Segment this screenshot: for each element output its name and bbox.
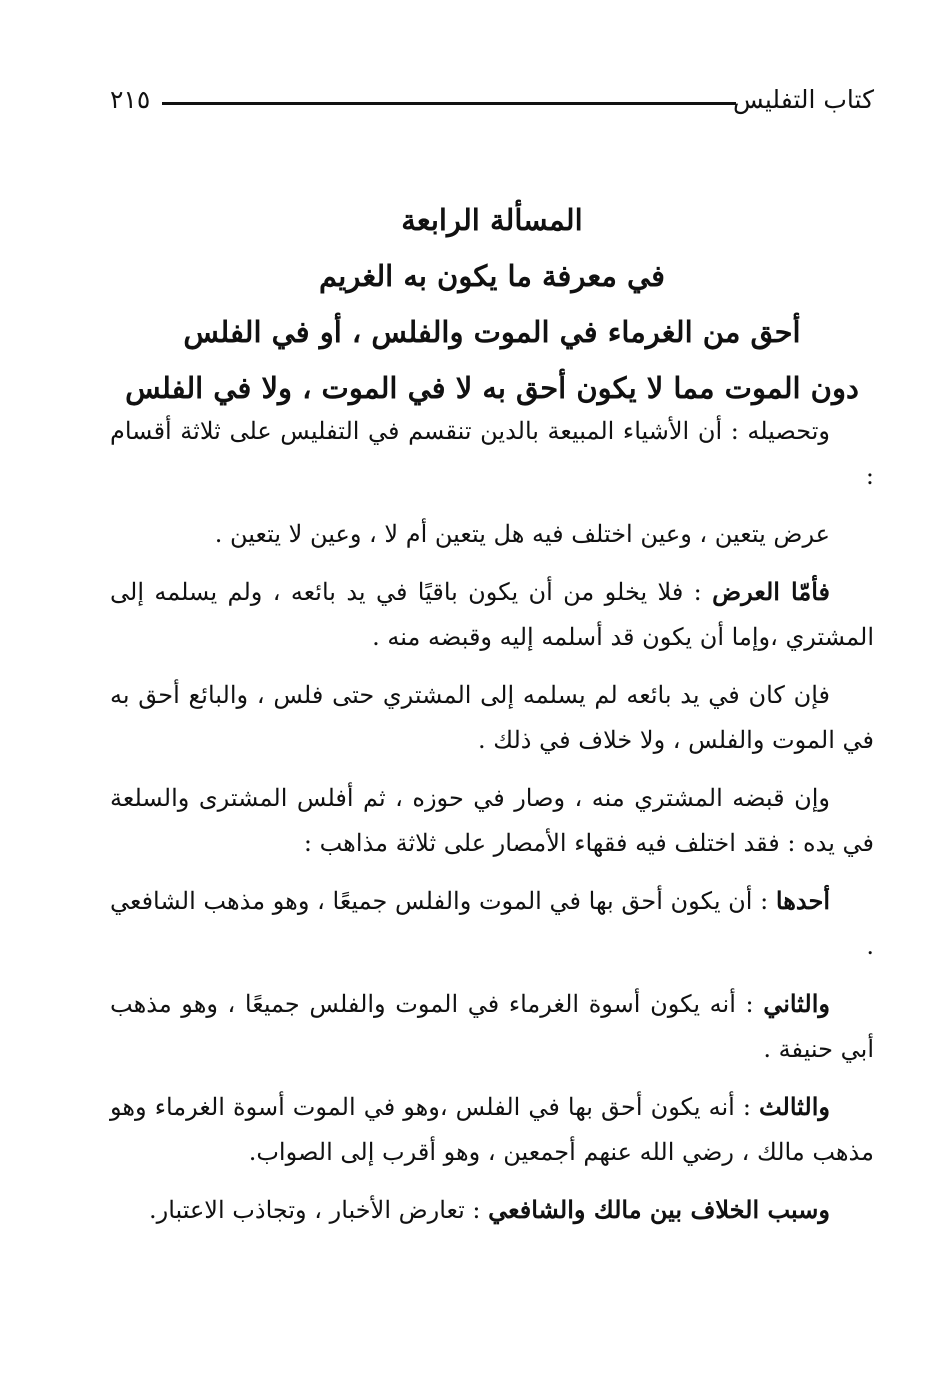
paragraph-text: : أنه يكون أحق بها في الفلس ،وهو في الموت أسوة الغرماء وهو مذهب مالك ، رضي الله عنهم أجمعين ، وهو أقرب إلى الصواب.	[110, 1093, 874, 1166]
page-number: ٢١٥	[110, 85, 151, 114]
paragraph-text: : فلا يخلو من أن يكون باقيًا في يد بائعه ، ولم يسلمه إلى المشتري ،وإما أن يكون قد أسلمه إليه وقبضه منه .	[110, 578, 874, 651]
paragraph-lead: والثالث	[758, 1092, 830, 1121]
section-subtitle-line-2: أحق من الغرماء في الموت والفلس ، أو في الفلس	[183, 315, 801, 349]
paragraph-disagreement-cause	[110, 1187, 874, 1233]
paragraph-opinion-3	[110, 1084, 874, 1175]
paragraph-text: فإن كان في يد بائعه لم يسلمه إلى المشتري حتى فلس ، والبائع أحق به في الموت والفلس ، ولا خلاف في ذلك .	[110, 681, 874, 754]
page-header	[110, 82, 874, 118]
body-text	[110, 408, 874, 1245]
paragraph-categories	[110, 511, 874, 557]
paragraph-text: وإن قبضه المشتري منه ، وصار في حوزه ، ثم أفلس المشترى والسلعة في يده : فقد اختلف فيه فقهاء الأمصار على ثلاثة مذاهب :	[110, 784, 874, 857]
paragraph-received	[110, 775, 874, 866]
section-subtitle-line-3: دون الموت مما لا يكون أحق به لا في الموت ، ولا في الفلس	[125, 371, 859, 405]
paragraph-unsold	[110, 672, 874, 763]
paragraph-text: عرض يتعين ، وعين اختلف فيه هل يتعين أم لا ، وعين لا يتعين .	[214, 520, 830, 548]
paragraph-opinion-2	[110, 981, 874, 1072]
section-headings	[110, 192, 874, 416]
paragraph-lead: والثاني	[763, 989, 830, 1018]
paragraph-intro	[110, 408, 874, 499]
running-title: كتاب التفليس	[733, 85, 874, 114]
section-subtitle-line-1: في معرفة ما يكون به الغريم	[318, 259, 666, 293]
paragraph-text: : أنه يكون أسوة الغرماء في الموت والفلس جميعًا ، وهو مذهب أبي حنيفة .	[110, 990, 874, 1063]
paragraph-lead: أحدها	[775, 886, 830, 915]
paragraph-text: : تعارض الأخبار ، وتجاذب الاعتبار.	[148, 1196, 489, 1224]
paragraph-goods	[110, 569, 874, 660]
paragraph-text: وتحصيله : أن الأشياء المبيعة بالدين تنقسم في التفليس على ثلاثة أقسام :	[110, 417, 874, 490]
paragraph-lead: وسبب الخلاف بين مالك والشافعي	[488, 1195, 830, 1224]
paragraph-text: : أن يكون أحق بها في الموت والفلس جميعًا ، وهو مذهب الشافعي .	[110, 887, 874, 960]
paragraph-opinion-1	[110, 878, 874, 969]
section-title: المسألة الرابعة	[401, 203, 583, 237]
header-rule	[162, 102, 736, 105]
paragraph-lead: فأمّا العرض	[712, 577, 830, 606]
